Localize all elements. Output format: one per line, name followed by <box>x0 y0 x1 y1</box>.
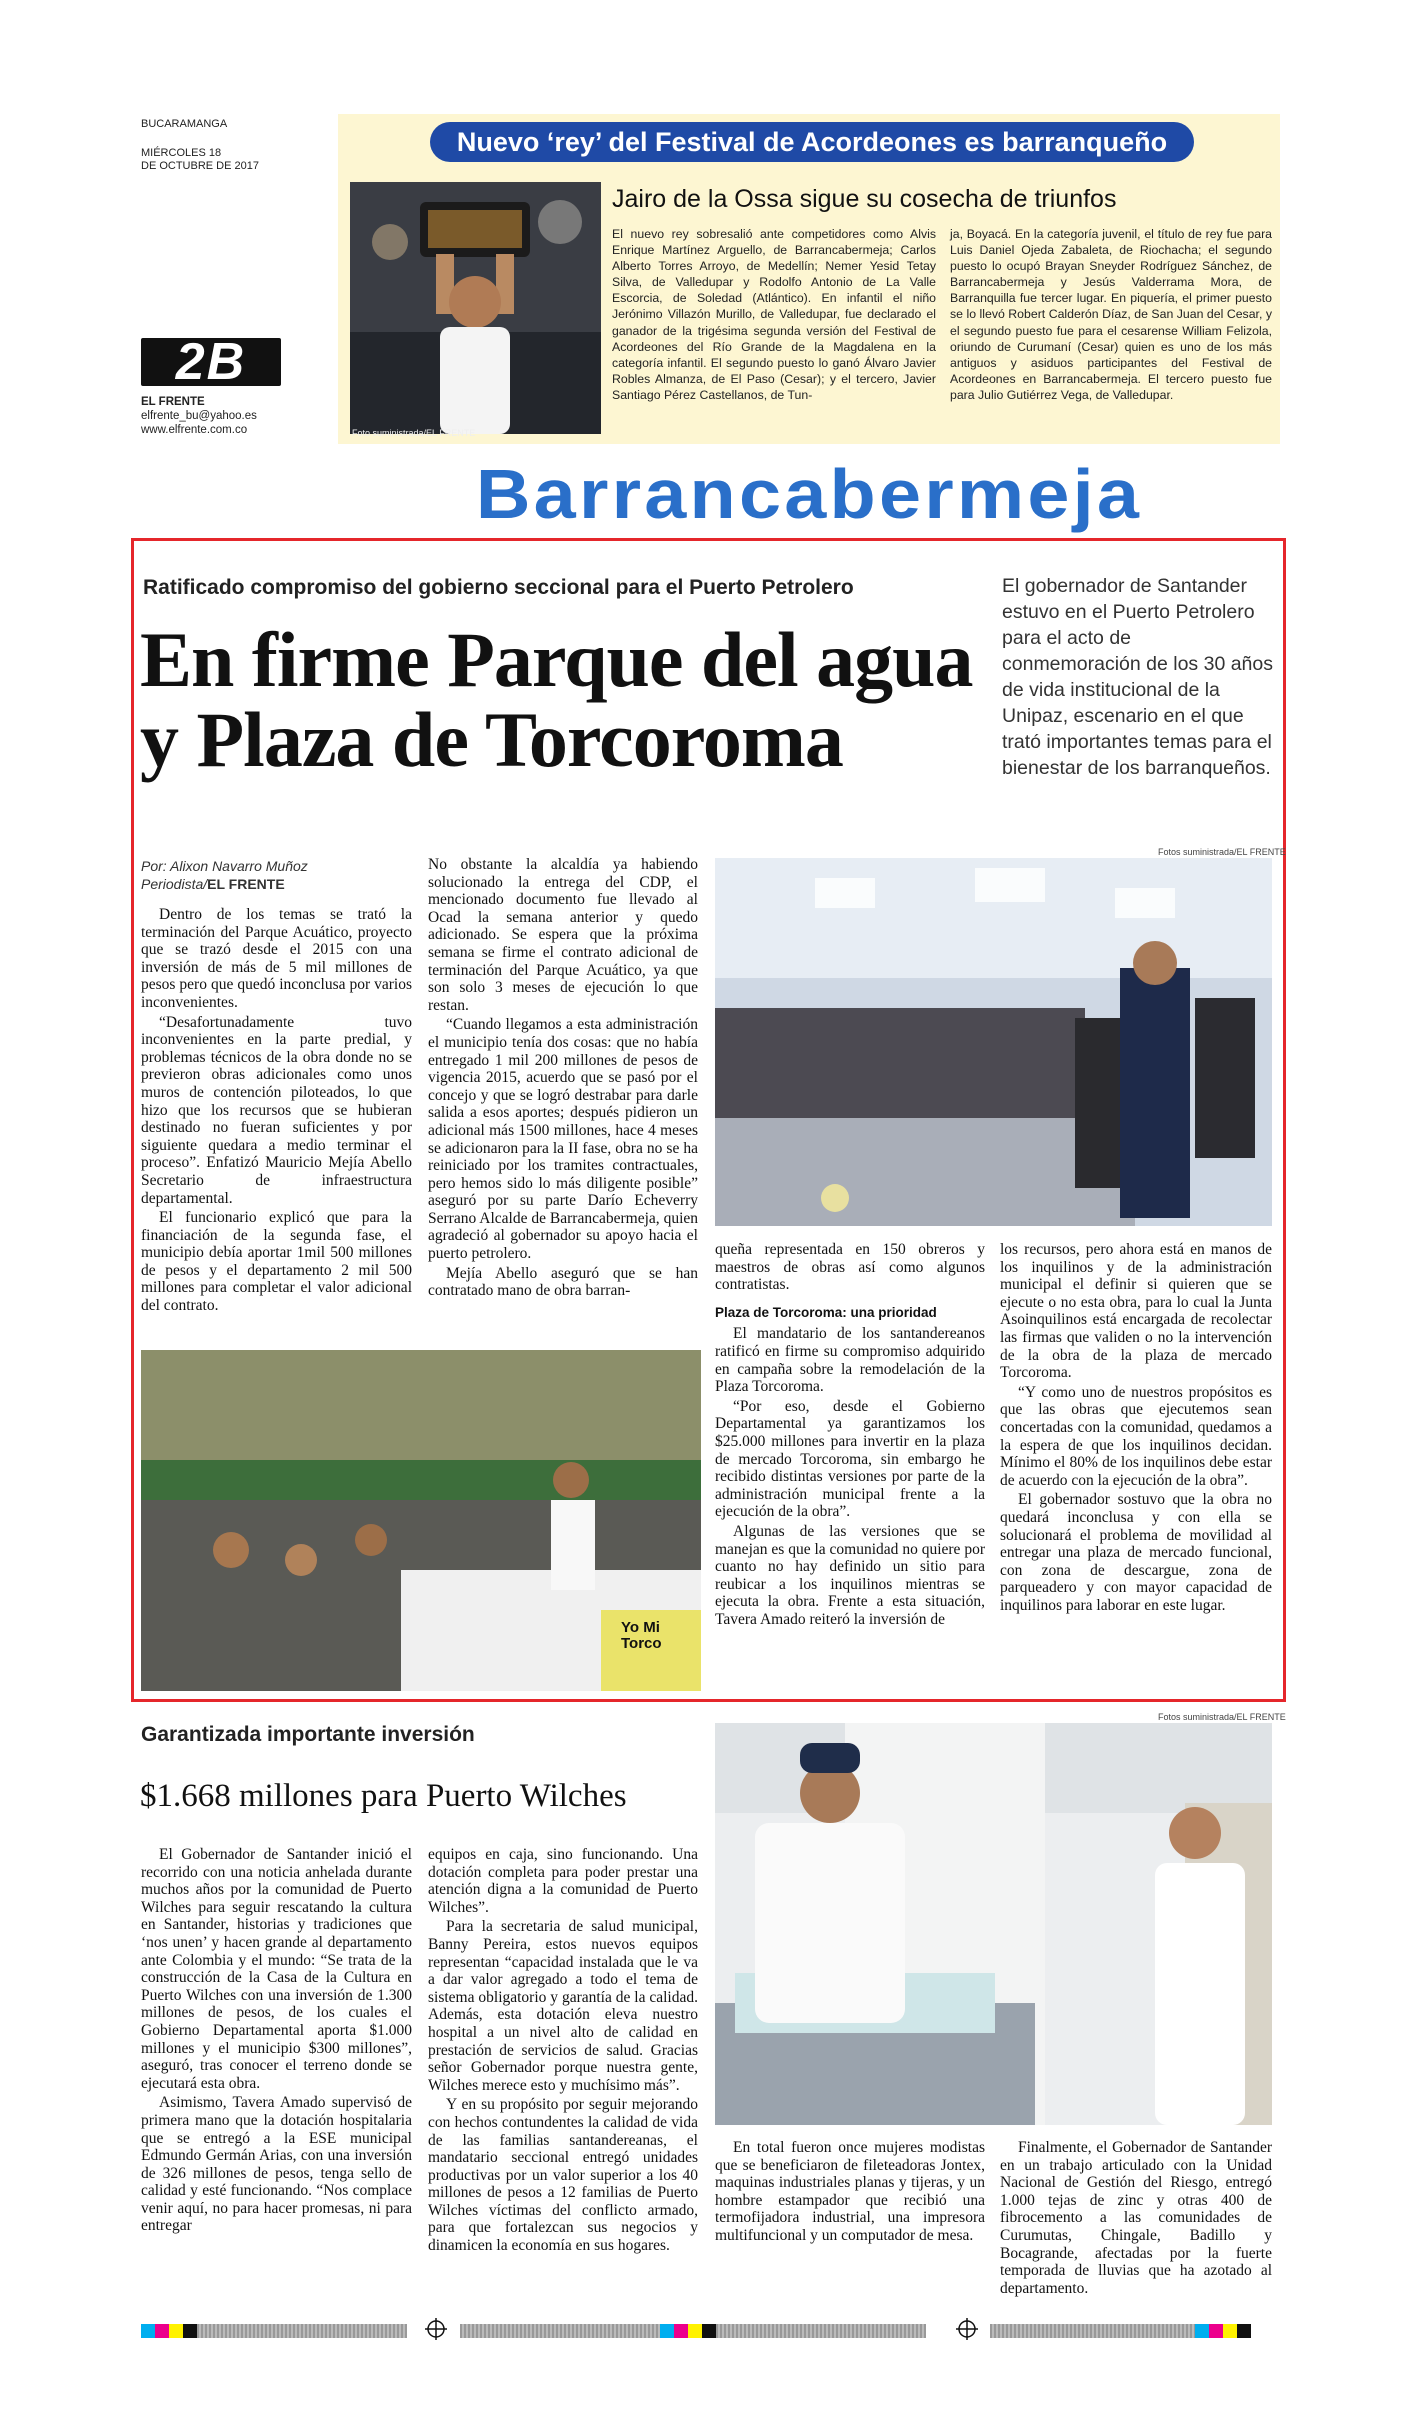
hospital-photo <box>715 1723 1272 2125</box>
page-number-badge: 2B <box>141 338 281 386</box>
accordion-player-image <box>350 182 601 434</box>
paragraph: “Por eso, desde el Gobierno Departamental ya garantizamos los $25.000 millones para invertir en la plaza de mercado Torcoroma, sin embargo he recibido distintas versiones por parte de la administración municipal frente a la ejecución de la obra”. <box>715 1397 985 1521</box>
paragraph: queña representada en 150 obreros y maestros de obras así como algunos contratistas. <box>715 1241 985 1294</box>
headline-line-2: y Plaza de Torcoroma <box>140 696 843 783</box>
paragraph: El Gobernador de Santander inició el recorrido con una noticia anhelada durante muchos años por la comunidad de Puerto Wilches para seguir rescatando la cultura en Santander, historias y tradiciones que ‘nos unen’ y hacen grande al departamento ante Colombia y el mundo: “Se trata de la construcción de la Casa de la Cultura en Puerto Wilches con una inversión de 1.300 millones de pesos, de los cuales el Gobierno Departamental aporta $1.000 millones y el municipio $300 millones”, aseguró, tras conocer el terreno donde se ejecutará esta obra. <box>141 1846 412 2092</box>
hospital-equipment-image <box>715 1723 1272 2125</box>
festival-col-2: ja, Boyacá. En la categoría juvenil, el título de rey fue para Luis Daniel Ojeda Zabaleta, de Riochacha; el segundo puesto lo ocupó Brayan Sneyder Rodríguez Sánchez, de Barrancabermeja y Jesús Valderrama Mora, de Barranquilla fue tercer lugar. En piquería, el primer puesto se lo llevó Robert Calderón Díaz, de San Juan del Cesar, y el segundo puesto fue para el cesarense William Felizola, oriundo de Curumaní (Cesar) quien es uno de los más antiguos y asiduos participantes del Festival de Acordeones en Barrancabermeja. El tercero puesto fue para Julio Gutiérrez Vega, de Valledupar. <box>950 227 1272 402</box>
article1-lead: El gobernador de Santander estuvo en el Puerto Petrolero para el acto de conmemoración de los 30 años de vida institucional de la Unipaz, escenario en el que trató importantes temas para el bienestar de los barranqueños. <box>1002 575 1273 779</box>
color-bar-right <box>990 2324 1251 2338</box>
article2-kicker: Garantizada importante inversión <box>141 1723 475 1746</box>
paragraph: los recursos, pero ahora está en manos de los inquilinos y de la administración municipal el definir si quieren que se ejecute o no esta obra, para lo cual la Junta Asoinquilinos está encargada de recolectar las firmas que validen o no la intervención de la obra de la plaza de mercado Torcoroma. <box>1000 1241 1272 1382</box>
paragraph: Finalmente, el Gobernador de Santander en un trabajo articulado con la Unidad Nacional de Gestión del Riesgo, entregó 1.000 tejas de zinc y otras 400 de fibrocemento a las comunidades de Curumutas, Chingale, Badillo y Bocagrande, afectadas por la fuerte temporada de lluvias que ha azotado al departamento. <box>1000 2139 1272 2297</box>
byline-author: Por: Alixon Navarro Muñoz <box>141 858 308 874</box>
website[interactable]: www.elfrente.com.co <box>141 424 248 436</box>
festival-subtitle: Jairo de la Ossa sigue su cosecha de triunfos <box>612 185 1117 213</box>
sign-text: Yo Mi Torco <box>621 1619 662 1652</box>
paragraph: “Cuando llegamos a esta administración el municipio tenía dos cosas: que no había entregado 1 mil 200 millones de pesos de vigencia 2015, acuerdo que se pasó por el concejo y que se logró destrabar para darle salida a esos aportes; después pidieron un adicional más 1500 millones, hace 4 meses se adicionaron para la II fase, obra no se ha reiniciado por los tramites contractuales, pero hemos sido lo más diligente posible” aseguró por su parte Darío Echeverry Serrano Alcalde de Barrancabermeja, quien agradeció al gobernador su apoyo hacia el puerto petrolero. <box>428 1016 698 1263</box>
paragraph: “Desafortunadamente tuvo inconvenientes en la parte predial, y problemas técnicos de la obra donde no se previeron obras adicionales como unos muros de contención piloteados, lo que hizo que los recursos que se hubieran destinado no fueran suficientes y por siguiente quedara a medio terminar el proceso”. Enfatizó Mauricio Mejía Abello Secretario de infraestructura departamental. <box>141 1013 412 1207</box>
festival-col-1: El nuevo rey sobresalió ante competidores como Alvis Enrique Martínez Arguello, de Barrancabermeja; Carlos Alberto Torres Arroyo, de Medellín; Nemer Yesid Tetay Silva, de Valledupar y Rodolfo Antonio de La Valle Escorcia, de Soledad (Atlántico). En infantil el niño Jerónimo Villazón Murillo, de Valledupar, fue declarado el ganador de la trigésima segunda versión del Festival de Acordeones del Río Grande de la Magdalena en la categoría infantil. El segundo puesto lo ganó Álvaro Javier Robles Almanza, de El Paso (Cesar); y el tercero, Javier Santiago Pérez Castellanos, de Tun- <box>612 227 936 402</box>
festival-banner: Nuevo ‘rey’ del Festival de Acordeones es barranqueño <box>430 122 1194 162</box>
paragraph: Algunas de las versiones que se manejan es que la comunidad no quiere por cuanto no hay definido un sitio para reubicar a los inquilinos mientras se ejecuta la obra. Frente a esta situación, Tavera Amado reiteró la inversión de <box>715 1522 985 1628</box>
section-title: Barrancabermeja <box>475 455 1143 533</box>
festival-photo-credit: Foto suministrada/EL FRENTE <box>352 428 476 438</box>
paragraph: El gobernador sostuvo que la obra no quedará inconclusa y con ella se solucionará el problema de movilidad al entregar una plaza de mercado funcional, con zona de descargue, zona de parqueadero y con mayor capacidad de inquilinos para laborar en este lugar. <box>1000 1491 1272 1614</box>
paragraph: Y en su propósito por seguir mejorando con hechos contundentes la calidad de vida de las familias santandereanas, el mandatario seccional entregó unidades productivas por un valor superior a los 40 millones de pesos a 12 familias de Puerto Wilches víctimas del conflicto armado, para que fortalezcan sus negocios y dinamicen la economía en sus hogares. <box>428 2096 698 2255</box>
festival-photo <box>350 182 601 434</box>
article1-col-4 <box>1000 1241 1272 1616</box>
paragraph: equipos en caja, sino funcionando. Una dotación completa para poder prestar una atención digna a la comunidad de Puerto Wilches”. <box>428 1846 698 1916</box>
article2-col-4 <box>1000 2139 1272 2299</box>
market-meeting-image <box>141 1350 701 1691</box>
registration-mark-icon <box>425 2318 447 2340</box>
paragraph: En total fueron once mujeres modistas que se beneficiaron de fileteadoras Jontex, maquinas industriales planas y tijeras, y un hombre estampador que recibió una termofijadora industrial, una impresora multifuncional y un computador de mesa. <box>715 2139 985 2244</box>
article1-col-2 <box>428 856 698 1302</box>
paragraph: Para la secretaria de salud municipal, Banny Pereira, estos nuevos equipos representan “capacidad instalada que le va a dar valor agregado a todo el tema de sistema obligatorio y garantía de la calidad. Además, esta dotación eleva nuestro hospital a un nivel alto de calidad en prestación de servicios de salud. Gracias señor Gobernador porque nuestra gente, Wilches merece esto y muchísimo más”. <box>428 1918 698 2094</box>
paper-name: EL FRENTE <box>141 396 205 408</box>
paragraph: Mejía Abello aseguró que se han contratado mano de obra barran- <box>428 1264 698 1300</box>
byline <box>141 857 308 893</box>
governor-speech-image <box>715 858 1272 1226</box>
article2-headline: $1.668 millones para Puerto Wilches <box>140 1778 627 1814</box>
paragraph: El mandatario de los santandereanos ratificó en firme su compromiso adquirido en campaña sobre la remodelación de la Plaza Torcoroma. <box>715 1325 985 1396</box>
email[interactable]: elfrente_bu@yahoo.es <box>141 410 257 422</box>
article2-col-1 <box>141 1846 412 2237</box>
byline-role: Periodista/EL FRENTE <box>141 876 285 892</box>
article1-col-1 <box>141 906 412 1317</box>
city-label: BUCARAMANGA <box>141 118 228 130</box>
article1-headline <box>140 616 973 783</box>
article1-col-3 <box>715 1241 985 1630</box>
masthead-contacts <box>141 395 257 437</box>
article2-col-2 <box>428 1846 698 2257</box>
date-line-1: MIÉRCOLES 18 <box>141 147 222 159</box>
article1-subhead: Plaza de Torcoroma: una prioridad <box>715 1304 937 1320</box>
color-bar-center <box>660 2324 926 2338</box>
article1-photo-credit: Fotos suministrada/EL FRENTE <box>1158 847 1286 857</box>
article1-kicker: Ratificado compromiso del gobierno seccional para el Puerto Petrolero <box>143 576 854 599</box>
color-bar-left <box>141 2324 407 2338</box>
auditorium-photo <box>715 858 1272 1226</box>
article2-col-3 <box>715 2139 985 2247</box>
paragraph: El funcionario explicó que para la financiación de la segunda fase, el municipio debía aportar 1mil 500 millones de pesos y el departamento 2 mil 500 millones para completar el valor adicional del contrato. <box>141 1209 412 1315</box>
paragraph: Dentro de los temas se trató la terminación del Parque Acuático, proyecto que se trazó desde el 2015 con una inversión de más de 5 mil millones de pesos pero que quedó inconclusa por varios inconvenientes. <box>141 906 412 1011</box>
headline-line-1: En firme Parque del agua <box>140 616 973 703</box>
masthead-info <box>141 118 259 173</box>
date-line-2: DE OCTUBRE DE 2017 <box>141 160 259 172</box>
paragraph: “Y como uno de nuestros propósitos es que las obras que ejecutemos sean concertadas con la comunidad, quedamos a la espera de que los inquilinos decidan. Mínimo el 80% de los inquilinos debe estar de acuerdo con la ejecución de la obra”. <box>1000 1383 1272 1489</box>
market-meeting-photo <box>141 1350 701 1691</box>
article2-photo-credit: Fotos suministrada/EL FRENTE <box>1158 1712 1286 1722</box>
registration-mark-icon <box>956 2318 978 2340</box>
paragraph: Asimismo, Tavera Amado supervisó de primera mano que la dotación hospitalaria que se entregó a la ESE municipal Edmundo Germán Arias, con una inversión de 326 millones de pesos, tenga sello de calidad y esté funcionando. “Nos complace venir aquí, no para hacer promesas, ni para entregar <box>141 2094 412 2235</box>
color-bar-mid-left <box>460 2324 660 2338</box>
paragraph: No obstante la alcaldía ya habiendo solucionado la entrega del CDP, el mencionado documento fue llevado al Ocad la semana anterior y quedo adicionado. Se espera que la próxima semana se firme el contrato adicional de terminación del Parque Acuático, ya que son solo 3 meses de ejecución lo que restan. <box>428 856 698 1014</box>
